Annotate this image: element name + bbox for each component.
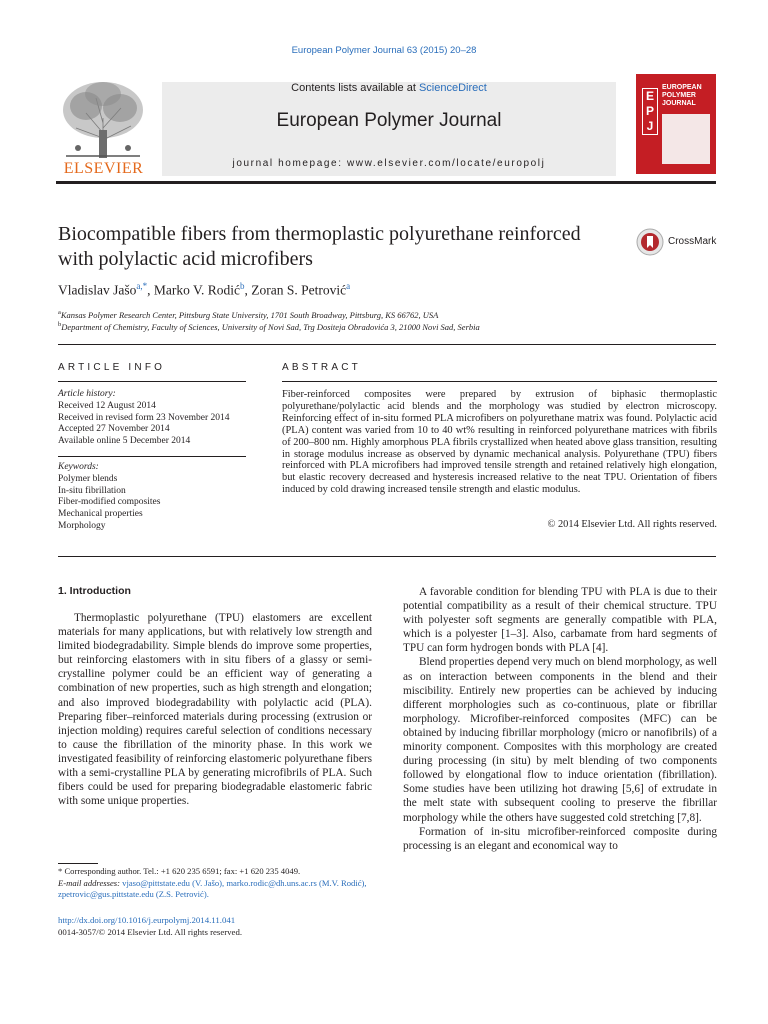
abstract-copyright: © 2014 Elsevier Ltd. All rights reserved. bbox=[547, 519, 717, 530]
cover-letter: J bbox=[646, 119, 654, 133]
body-paragraph: Formation of in-situ microfiber-reinforced composite during processing is an elegant and economical way to bbox=[403, 825, 717, 852]
keywords-divider bbox=[58, 456, 246, 457]
author-separator: , bbox=[244, 282, 252, 298]
cover-letter: E bbox=[645, 89, 654, 103]
elsevier-logo bbox=[56, 78, 151, 178]
abstract-text: Fiber-reinforced composites were prepared by extrusion of biphasic thermoplastic polyurethane/polylactic acid blends and the morphology was studied by electron microscopy. Reinforcing effect of in-situ formed PLA microfibers on polyurethane matrix was found. Polylactic acid (PLA) content was varied from 10 to 40 wt% resulting in reinforced polyurethane matrices with fibrils of 200–800 nm. Highly amorphous PLA fibrils crystallized when heated above glass transition, resulting in storage modulus increase as observed by dynamic mechanical analysis. Polyurethane (TPU) fibers reinforced with PLA microfibers had improved tensile strength and retained relatively high elongation, but elastic recovery decreased and hysteresis increased relative to the neat TPU. Orientation of fibers induced by cold drawing increased tensile strength and elastic modulus. bbox=[282, 389, 717, 496]
homepage-line bbox=[162, 158, 616, 169]
journal-cover-image bbox=[636, 74, 716, 174]
footnote-contact: * Corresponding author. Tel.: +1 620 235 6591; fax: +1 620 235 4049. bbox=[58, 866, 301, 876]
contents-line bbox=[162, 82, 616, 94]
affiliation bbox=[58, 309, 438, 320]
crossmark-icon bbox=[636, 228, 664, 256]
cover-title-line: POLYMER bbox=[662, 92, 696, 99]
article-history bbox=[58, 389, 246, 448]
doi-link[interactable]: http://dx.doi.org/10.1016/j.eurpolymj.2014.11.041 bbox=[58, 915, 236, 925]
cover-figure-panel bbox=[662, 114, 710, 164]
left-column bbox=[58, 611, 372, 808]
body-paragraph: Blend properties depend very much on blend morphology, as well as on interaction between components in the blend and their miscibility. Entirely new properties can be achieved by inducing different morphologies such as co-continuous, plate or fibrillar morphology. Microfiber-reinforced composites (MFC) can be obtained by inducing fibrillar morphology (micro or nanofibrils) of a minority component. Composites with this morphology are created during processing (in situ) by melt blending of two components followed by elongational flow to induce orientation (fibrillation). Some studies have been utilizing hot drawing [5,6] of extrudate in the melt state with subsequent cooling to preserve the fibrillar morphology while the others have suggested cold stretching [7,8]. bbox=[403, 656, 717, 824]
author-affiliation-link[interactable]: a,* bbox=[136, 281, 148, 291]
keyword: Polymer blends bbox=[58, 473, 118, 484]
body-paragraph: A favorable condition for blending TPU with PLA is due to their potential compatibility as a result of their chemical structure. TPU with polyester soft segments are generally compatible with PLA, which is a polyester [1–3]. Also, carbamate from hard segments of TPU can form hydrogen bonds with PLA [4]. bbox=[403, 586, 717, 655]
affiliation-text: Department of Chemistry, Faculty of Sciences, University of Novi Sad, Trg Dositeja Obradovića 3, 21000 Novi Sad, Serbia bbox=[61, 321, 480, 332]
email-addresses[interactable]: vjaso@pittstate.edu (V. Jašo), marko.rodic@dh.uns.ac.rs (M.V. Rodić), zpetrovic@gus.pittstate.edu (Z.S. Petrović). bbox=[58, 877, 367, 899]
author-separator: , bbox=[147, 282, 154, 298]
abstract-heading: ABSTRACT bbox=[282, 362, 361, 373]
section-divider bbox=[58, 344, 716, 345]
elsevier-tree-icon bbox=[56, 78, 151, 160]
contents-prefix: Contents lists available at bbox=[291, 82, 419, 94]
author-affiliation-link[interactable]: b bbox=[240, 281, 245, 291]
article-title: Biocompatible fibers from thermoplastic polyurethane reinforced with polylactic acid microfibers bbox=[58, 223, 581, 270]
keywords-block bbox=[58, 462, 246, 533]
footnote-rule bbox=[58, 863, 98, 864]
crossmark-badge[interactable] bbox=[636, 228, 726, 256]
journal-name: European Polymer Journal bbox=[276, 110, 502, 131]
article-info-heading: ARTICLE INFO bbox=[58, 362, 166, 373]
corresponding-author-footnote bbox=[58, 866, 372, 901]
doi-block bbox=[58, 914, 242, 938]
abstract-divider bbox=[282, 381, 717, 382]
cover-title-line: JOURNAL bbox=[662, 100, 696, 107]
author-affiliation-link[interactable]: a bbox=[346, 281, 351, 291]
history-label: Article history: bbox=[58, 389, 116, 399]
affiliation-marker: b bbox=[58, 321, 62, 328]
author-list bbox=[58, 281, 350, 299]
crossmark-label: CrossMark bbox=[668, 236, 717, 247]
homepage-prefix: journal homepage: bbox=[232, 158, 347, 169]
footnote-emails bbox=[58, 878, 372, 901]
keyword: Fiber-modified composites bbox=[58, 497, 161, 508]
author-name: Zoran S. Petrović bbox=[251, 282, 347, 298]
homepage-link[interactable]: www.elsevier.com/locate/europolj bbox=[346, 158, 546, 169]
article-info-divider bbox=[58, 381, 246, 382]
affiliation-text: Kansas Polymer Research Center, Pittsburg State University, 1701 South Broadway, Pittsburg, KS 66762, USA bbox=[60, 309, 439, 320]
history-entry: Received in revised form 23 November 2014 bbox=[58, 412, 230, 423]
header-divider bbox=[56, 181, 716, 184]
email-label: E-mail addresses: bbox=[58, 877, 120, 888]
cover-title-line: EUROPEAN bbox=[662, 84, 702, 91]
cover-title bbox=[662, 84, 702, 108]
keywords-label: Keywords: bbox=[58, 462, 99, 472]
affiliation bbox=[58, 321, 480, 332]
keyword: Mechanical properties bbox=[58, 509, 143, 520]
keyword: Morphology bbox=[58, 520, 106, 531]
keyword: In-situ fibrillation bbox=[58, 485, 126, 496]
history-entry: Received 12 August 2014 bbox=[58, 400, 156, 411]
journal-citation-link[interactable]: European Polymer Journal 63 (2015) 20–28 bbox=[291, 45, 477, 56]
author-name: Vladislav Jašo bbox=[58, 282, 137, 298]
section-heading-introduction: 1. Introduction bbox=[58, 585, 131, 597]
cover-letter: P bbox=[645, 104, 654, 118]
sciencedirect-link[interactable]: ScienceDirect bbox=[418, 82, 487, 94]
cover-epj-letters bbox=[642, 88, 658, 135]
body-paragraph: Thermoplastic polyurethane (TPU) elastomers are excellent materials for many applications, but with relatively low strength and limited biodegradability. Simple blends do improve some properties, but reinforcing elastomers with in situ fibers of a glassy or semi-crystalline polymer could be an efficient way of generating a combination of new properties, such as high strength and elongation; and also improved biodegradability with polylactic acid (PLA). Preparing fiber–reinforced materials during processing (extrusion or injection molding) requires careful selection of conditions necessary to cause the fibrillation of the minority phase. In this work we investigated feasibility of reinforcing elastomeric polyurethane fibers with a semi-crystalline PLA by generating microfibrils of PLA. Such fibers could be used for preparing biodegradable elastomeric fabric with some unique properties. bbox=[58, 612, 372, 808]
journal-header-band bbox=[162, 82, 616, 176]
author-name: Marko V. Rodić bbox=[153, 282, 241, 298]
history-entry: Available online 5 December 2014 bbox=[58, 436, 191, 447]
issn-line: 0014-3057/© 2014 Elsevier Ltd. All rights reserved. bbox=[58, 927, 243, 937]
history-entry: Accepted 27 November 2014 bbox=[58, 424, 170, 435]
elsevier-wordmark: ELSEVIER bbox=[63, 160, 144, 177]
affiliation-marker: a bbox=[58, 309, 61, 316]
section-divider bbox=[58, 556, 716, 557]
right-column bbox=[403, 585, 717, 853]
